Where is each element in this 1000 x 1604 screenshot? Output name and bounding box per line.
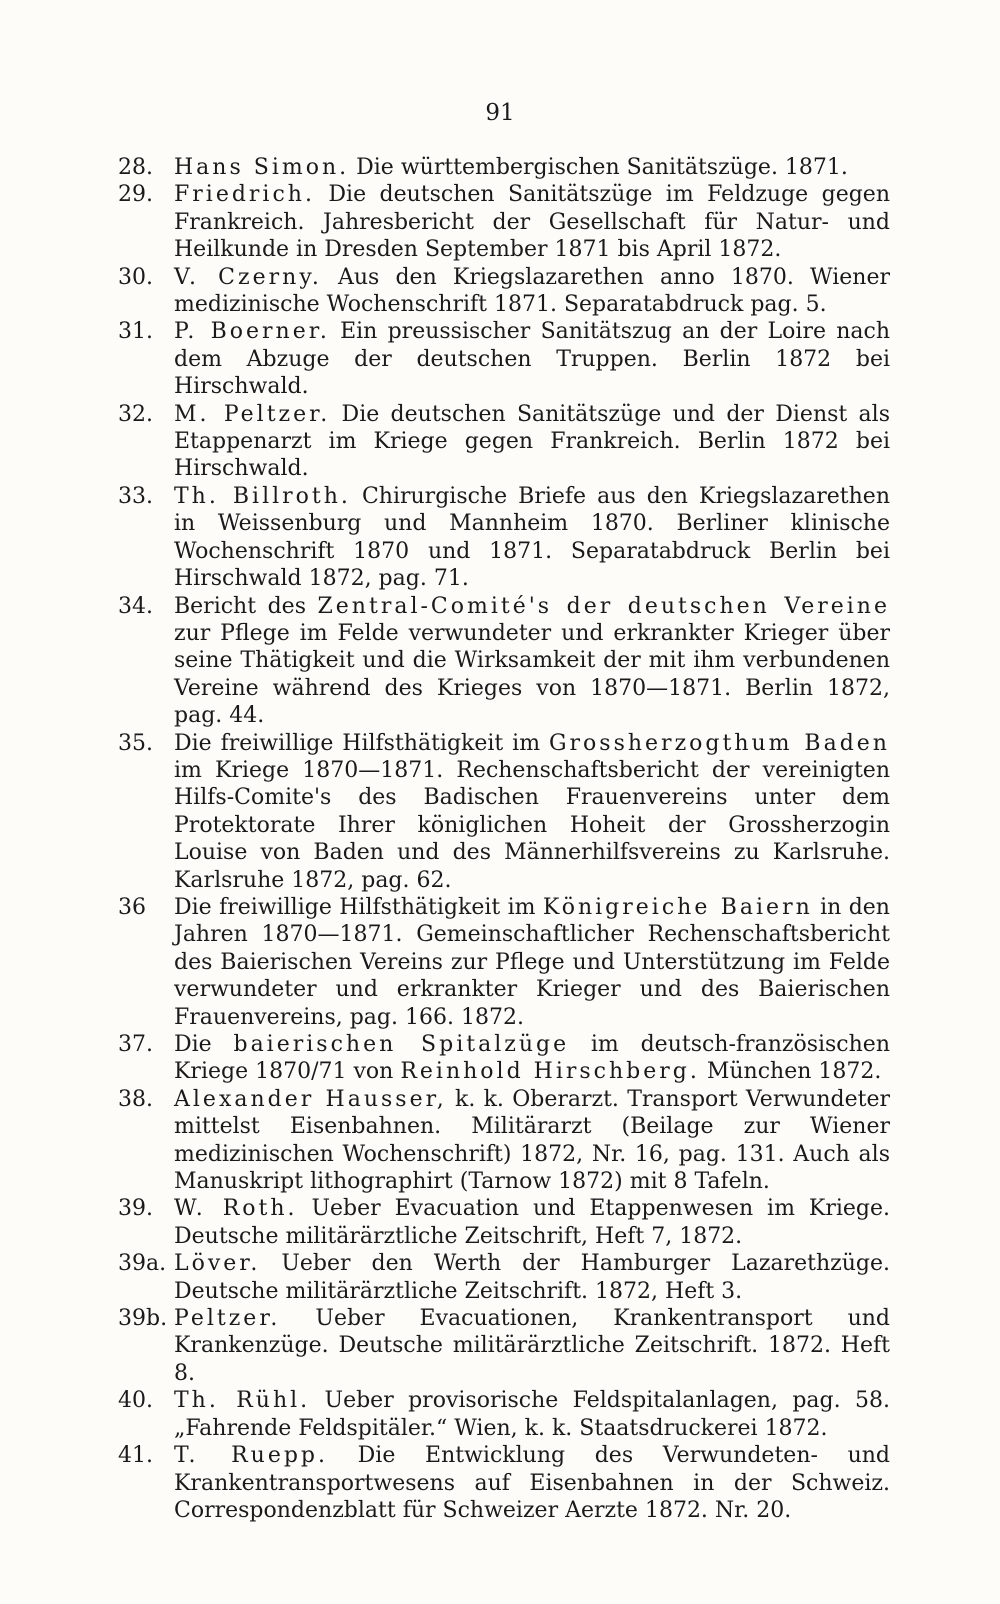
entry-text [174, 593, 890, 730]
entry-number: 30. [118, 264, 153, 290]
entry-author: Reinhold Hirschberg. [400, 1059, 700, 1085]
bibliography-entry [118, 894, 890, 1031]
entry-number: 37. [118, 1032, 153, 1057]
bibliography-entry [118, 1195, 890, 1250]
entry-author: Löver. [174, 1251, 261, 1277]
entry-text [174, 264, 890, 319]
entry-number: 39b. [118, 1306, 168, 1332]
entry-text [174, 1031, 890, 1086]
entry-author: baierischen Spitalzüge [233, 1032, 570, 1057]
entry-body: Ueber Evacuationen, Krankentransport und Krankenzüge. Deutsche militärärztliche Zeitschrift. 1872. Heft 8. [174, 1306, 890, 1386]
entry-body: im Kriege 1870—1871. Rechenschaftsbericht der vereinigten Hilfs-Comite's des Badischen Frauenvereins unter dem Protektorate Ihrer königlichen Hoheit der Grossherzogin Louise von Baden und des Männerhilfsvereins zu Karlsruhe. Karlsruhe 1872, pag. 62. [174, 757, 890, 893]
entry-author: Friedrich. [174, 182, 315, 208]
bibliography-entry [118, 1086, 890, 1196]
entry-number: 34. [118, 593, 153, 619]
entry-author: Th. Rühl. [174, 1388, 311, 1414]
entry-prefix: Bericht des [174, 593, 318, 619]
bibliography-entry [118, 593, 890, 730]
entry-author: Alexander Hausser, [174, 1086, 447, 1112]
entry-body: Die deutschen Sanitätszüge und der Dienst als Etappenarzt im Kriege gegen Frankreich. Berlin 1872 bei Hirschwald. [174, 401, 890, 482]
entry-author: V. Czerny. [174, 264, 322, 290]
entry-number: 32. [118, 401, 153, 427]
entry-author: Grossherzogthum Baden [548, 730, 890, 756]
entry-number: 33. [118, 483, 153, 509]
entry-body: Ein preussischer Sanitätszug an der Loire nach dem Abzuge der deutschen Truppen. Berlin 1872 bei Hirschwald. [174, 319, 890, 400]
bibliography-entry [118, 483, 890, 593]
entry-author: Zentral-Comité's der deutschen Vereine [317, 593, 890, 619]
bibliography-list [118, 154, 890, 1524]
bibliography-entry [118, 1387, 890, 1442]
entry-body: München 1872. [699, 1059, 882, 1085]
entry-number: 31. [118, 319, 153, 345]
page-number: 91 [485, 100, 515, 126]
bibliography-entry [118, 181, 890, 263]
bibliography-entry [118, 730, 890, 894]
entry-prefix: Die [174, 1032, 234, 1057]
entry-text [174, 1195, 890, 1250]
entry-text [174, 730, 890, 894]
bibliography-entry [118, 154, 890, 181]
entry-text [174, 401, 890, 483]
entry-text [174, 894, 890, 1031]
entry-body: Ueber Evacuation und Etappenwesen im Kriege. Deutsche militärärztliche Zeitschrift, Heft 7, 1872. [174, 1196, 890, 1249]
entry-body: Die Entwicklung des Verwundeten- und Krankentransportwesens auf Eisenbahnen in der Schweiz. Correspondenzblatt für Schweizer Aerzte 1872. Nr. 20. [174, 1443, 890, 1523]
entry-body: im deutsch-französischen Kriege 1870/71 von [174, 1032, 890, 1085]
bibliography-entry [118, 318, 890, 400]
entry-number: 38. [118, 1086, 153, 1112]
entry-prefix: Die freiwillige Hilfsthätigkeit im [174, 894, 543, 920]
entry-author: T. Ruepp. [174, 1443, 329, 1469]
entry-body: k. k. Oberarzt. Transport Verwundeter mittelst Eisenbahnen. Militärarzt (Beilage zur Wiener medizinischen Wochenschrift) 1872, Nr. 16, pag. 131. Auch als Manuskript lithographirt (Tarnow 1872) mit 8 Tafeln. [174, 1086, 890, 1195]
entry-prefix: Die freiwillige Hilfsthätigkeit im [174, 730, 549, 756]
bibliography-entry [118, 1031, 890, 1086]
entry-author: Th. Billroth. [174, 483, 351, 509]
entry-body: Chirurgische Briefe aus den Kriegslazarethen in Weissenburg und Mannheim 1870. Berliner klinische Wochenschrift 1870 und 1871. Separatabdruck Berlin bei Hirschwald 1872, pag. 71. [174, 483, 890, 592]
entry-text [174, 318, 890, 400]
entry-text [174, 1387, 890, 1442]
entry-text [174, 483, 890, 593]
bibliography-entry [118, 401, 890, 483]
entry-author: Hans Simon. [174, 155, 350, 180]
entry-author: W. Roth. [174, 1196, 298, 1222]
entry-author: Peltzer. [174, 1306, 281, 1332]
entry-number: 39. [118, 1196, 153, 1222]
entry-text [174, 1305, 890, 1387]
entry-author: Königreiche Baiern [542, 894, 813, 920]
entry-body: Aus den Kriegslazarethen anno 1870. Wiener medizinische Wochenschrift 1871. Separatabdruck pag. 5. [174, 264, 890, 318]
entry-number: 28. [118, 155, 153, 180]
entry-text [174, 1086, 890, 1196]
entry-body: Die württembergischen Sanitätszüge. 1871. [349, 155, 848, 180]
bibliography-entry [118, 1305, 890, 1387]
entry-number: 41. [118, 1443, 153, 1469]
entry-number: 35. [118, 730, 153, 756]
entry-text [174, 181, 890, 263]
entry-number: 39a. [118, 1251, 167, 1277]
entry-number: 40. [118, 1388, 153, 1414]
entry-body: Ueber provisorische Feldspitalanlagen, pag. 58. „Fahrende Feldspitäler.“ Wien, k. k. Staatsdruckerei 1872. [174, 1388, 890, 1441]
entry-number: 29. [118, 182, 153, 208]
bibliography-entry [118, 1250, 890, 1305]
entry-body: zur Pflege im Felde verwundeter und erkrankter Krieger über seine Thätigkeit und die Wirksamkeit der mit ihm verbundenen Vereine während des Krieges von 1870—1871. Berlin 1872, pag. 44. [174, 620, 890, 729]
entry-body: Ueber den Werth der Hamburger Lazarethzüge. Deutsche militärärztliche Zeitschrift. 1872, Heft 3. [174, 1251, 890, 1304]
entry-number: 36 [118, 894, 146, 920]
bibliography-entry [118, 264, 890, 319]
entry-author: M. Peltzer. [174, 401, 331, 427]
entry-body: Die deutschen Sanitätszüge im Feldzuge gegen Frankreich. Jahresbericht der Gesellschaft für Natur- und Heilkunde in Dresden September 1871 bis April 1872. [174, 182, 890, 263]
entry-text [174, 1442, 890, 1524]
bibliography-entry [118, 1442, 890, 1524]
entry-body: in den Jahren 1870—1871. Gemeinschaftlicher Rechenschaftsbericht des Baierischen Vereins zur Pflege und Unterstützung im Felde verwundeter und erkrankter Krieger und des Baierischen Frauenvereins, pag. 166. 1872. [174, 894, 890, 1030]
entry-text [174, 1250, 890, 1305]
entry-text [174, 154, 890, 181]
entry-author: P. Boerner. [174, 319, 330, 345]
